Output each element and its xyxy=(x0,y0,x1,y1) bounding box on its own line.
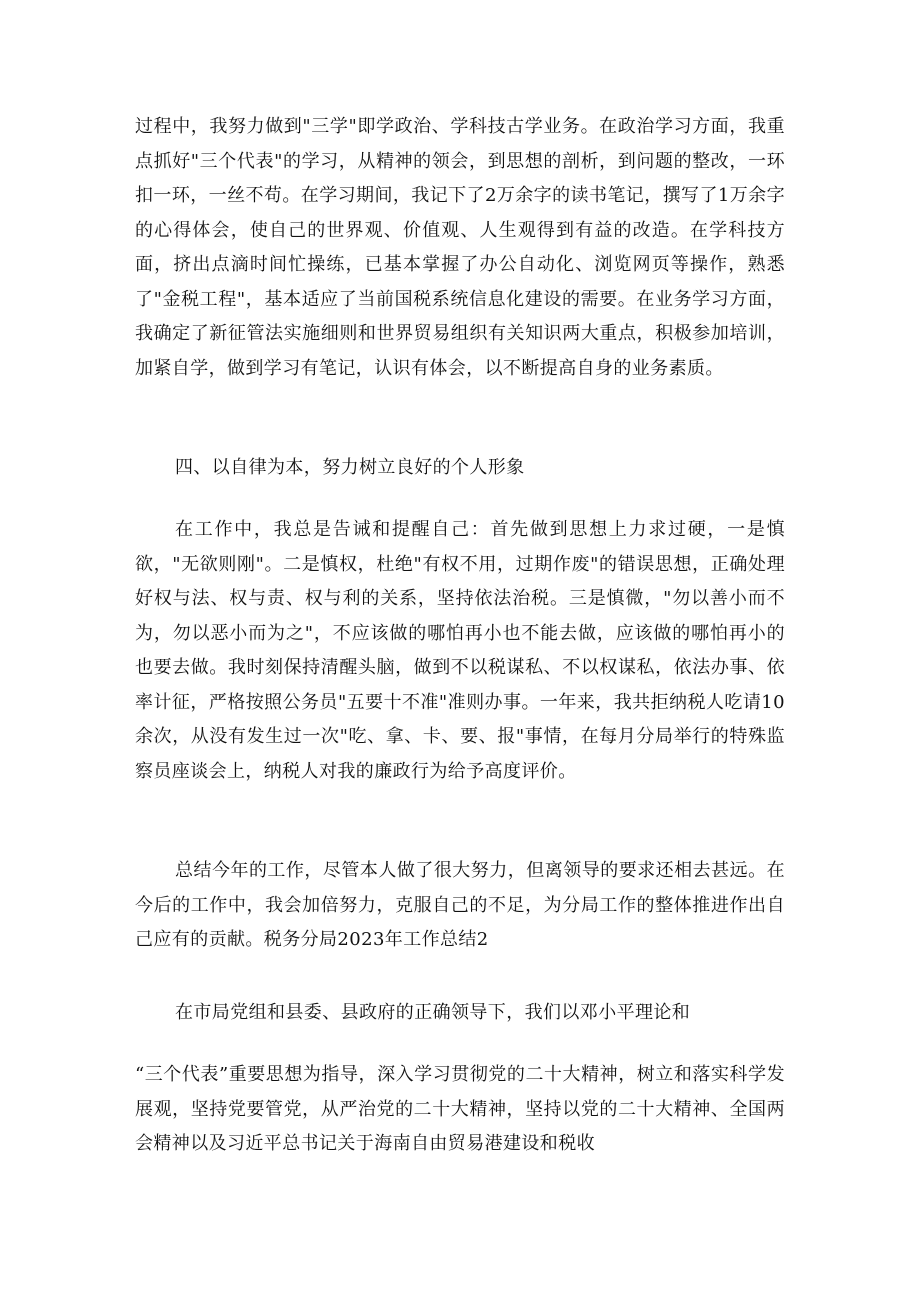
paragraph-study: 过程中，我努力做到"三学"即学政治、学科技古学业务。在政治学习方面，我重点抓好"三个代表"的学习，从精神的领会，到思想的剖析，到问题的整改，一环扣一环，一丝不苟。在学习期间，我记下了2万余字的读书笔记，撰写了1万余字的心得体会，使自己的世界观、价值观、人生观得到有益的改造。在学科技方面，挤出点滴时间忙操练，已基本掌握了办公自动化、浏览网页等操作，熟悉了"金税工程"，基本适应了当前国税系统信息化建设的需要。在业务学习方面，我确定了新征管法实施细则和世界贸易组织有关知识两大重点，积极参加培训，加紧自学，做到学习有笔记，认识有体会，以不断提高自身的业务素质。 xyxy=(135,116,785,379)
paragraph-summary: 总结今年的工作，尽管本人做了很大努力，但离领导的要求还相去甚远。在今后的工作中，我会加倍努力，克服自己的不足，为分局工作的整体推进作出自己应有的贡献。税务分局2023年工作总结2 xyxy=(135,860,785,950)
paragraph-leadership-body: “三个代表”重要思想为指导，深入学习贯彻党的二十大精神，树立和落实科学发展观，坚持党要管党，从严治党的二十大精神，坚持以党的二十大精神、全国两会精神以及习近平总书记关于海南自由贸易港建设和税收 xyxy=(135,1064,785,1154)
section-heading-self-discipline: 四、以自律为本，努力树立良好的个人形象 xyxy=(175,457,525,478)
paragraph-self-discipline: 在工作中，我总是告诫和提醒自己：首先做到思想上力求过硬，一是慎欲，"无欲则刚"。二是慎权，杜绝"有权不用，过期作废"的错误思想，正确处理好权与法、权与责、权与利的关系，坚持依法治税。三是慎微，"勿以善小而不为，勿以恶小而为之"，不应该做的哪怕再小也不能去做，应该做的哪怕再小的也要去做。我时刻保持清醒头脑，做到不以税谋私、不以权谋私，依法办事、依率计征，严格按照公务员"五要十不准"准则办事。一年来，我共拒纳税人吃请10余次，从没有发生过一次"吃、拿、卡、要、报"事情，在每月分局举行的特殊监察员座谈会上，纳税人对我的廉政行为给予高度评价。 xyxy=(135,519,785,782)
paragraph-leadership-intro: 在市局党组和县委、县政府的正确领导下，我们以邓小平理论和 xyxy=(175,1002,691,1023)
